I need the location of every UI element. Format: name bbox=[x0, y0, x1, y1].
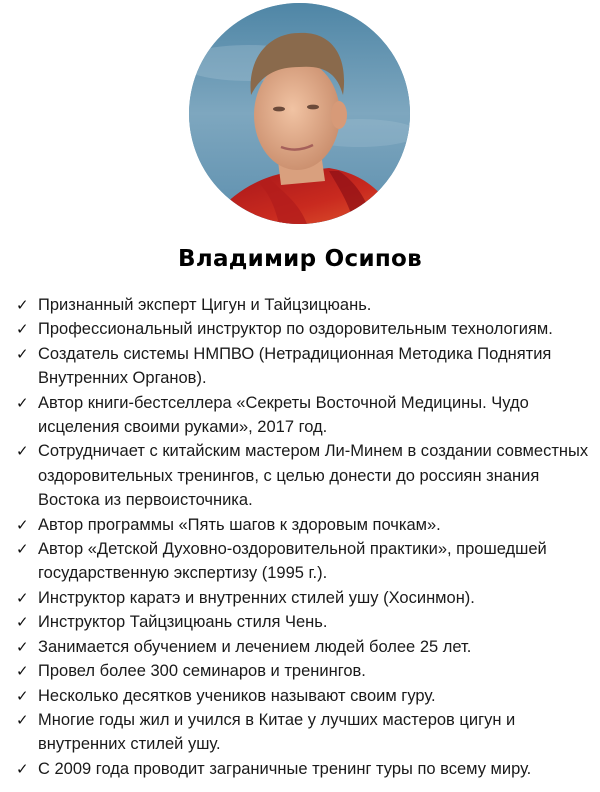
list-item-text: Автор книги-бестселлера «Секреты Восточной Медицины. Чудо исцеления своими руками», 2017 год. bbox=[38, 393, 529, 437]
check-icon: ✓ bbox=[16, 393, 29, 412]
list-item-text: Провел более 300 семинаров и тренингов. bbox=[38, 662, 366, 681]
check-icon: ✓ bbox=[16, 515, 29, 534]
list-item bbox=[16, 586, 596, 610]
check-icon: ✓ bbox=[16, 686, 29, 705]
list-item bbox=[16, 391, 596, 440]
list-item bbox=[16, 635, 596, 659]
list-item-text: Создатель системы НМПВО (Нетрадиционная Методика Поднятия Внутренних Органов). bbox=[38, 344, 552, 388]
list-item bbox=[16, 659, 596, 683]
list-item bbox=[16, 317, 596, 341]
check-icon: ✓ bbox=[16, 320, 29, 339]
list-item bbox=[16, 439, 596, 512]
list-item bbox=[16, 342, 596, 391]
portrait-photo bbox=[189, 3, 410, 224]
list-item bbox=[16, 684, 596, 708]
check-icon: ✓ bbox=[16, 296, 29, 314]
avatar bbox=[189, 3, 410, 224]
list-item-text: Автор «Детской Духовно-оздоровительной практики», прошедшей государственную экспертизу (1995 г.). bbox=[38, 540, 547, 583]
list-item-text: Инструктор Тайцзицюань стиля Чень. bbox=[38, 613, 328, 632]
list-item-text: Многие годы жил и учился в Китае у лучших мастеров цигун и внутренних стилей ушу. bbox=[38, 710, 516, 754]
profile-name: Владимир Осипов bbox=[177, 246, 423, 272]
achievements-list bbox=[16, 293, 596, 781]
list-item bbox=[16, 610, 596, 634]
check-icon: ✓ bbox=[16, 710, 29, 729]
list-item bbox=[16, 293, 596, 317]
check-icon: ✓ bbox=[16, 613, 29, 632]
check-icon: ✓ bbox=[16, 759, 29, 778]
list-item-text: Сотрудничает с китайским мастером Ли-Минем в создании совместных оздоровительных тренингов, с целью донести до россиян знания Востока из первоисточника. bbox=[38, 442, 589, 510]
list-item-text: Профессиональный инструктор по оздоровительным технологиям. bbox=[38, 320, 553, 339]
check-icon: ✓ bbox=[16, 588, 29, 607]
list-item-text: Признанный эксперт Цигун и Тайцзицюань. bbox=[38, 296, 372, 314]
list-item bbox=[16, 513, 596, 537]
check-icon: ✓ bbox=[16, 442, 29, 461]
list-item-text: Занимается обучением и лечением людей более 25 лет. bbox=[38, 637, 472, 656]
list-item-text: Автор программы «Пять шагов к здоровым почкам». bbox=[38, 515, 441, 534]
list-item-text: Инструктор каратэ и внутренних стилей ушу (Хосинмон). bbox=[38, 588, 475, 607]
check-icon: ✓ bbox=[16, 662, 29, 681]
check-icon: ✓ bbox=[16, 344, 29, 363]
list-item bbox=[16, 757, 596, 781]
list-item bbox=[16, 708, 596, 757]
check-icon: ✓ bbox=[16, 637, 29, 656]
list-item-text: Несколько десятков учеников называют своим гуру. bbox=[38, 686, 436, 705]
list-item-text: С 2009 года проводит заграничные тренинг туры по всему миру. bbox=[38, 759, 532, 778]
check-icon: ✓ bbox=[16, 540, 29, 559]
list-item bbox=[16, 537, 596, 586]
